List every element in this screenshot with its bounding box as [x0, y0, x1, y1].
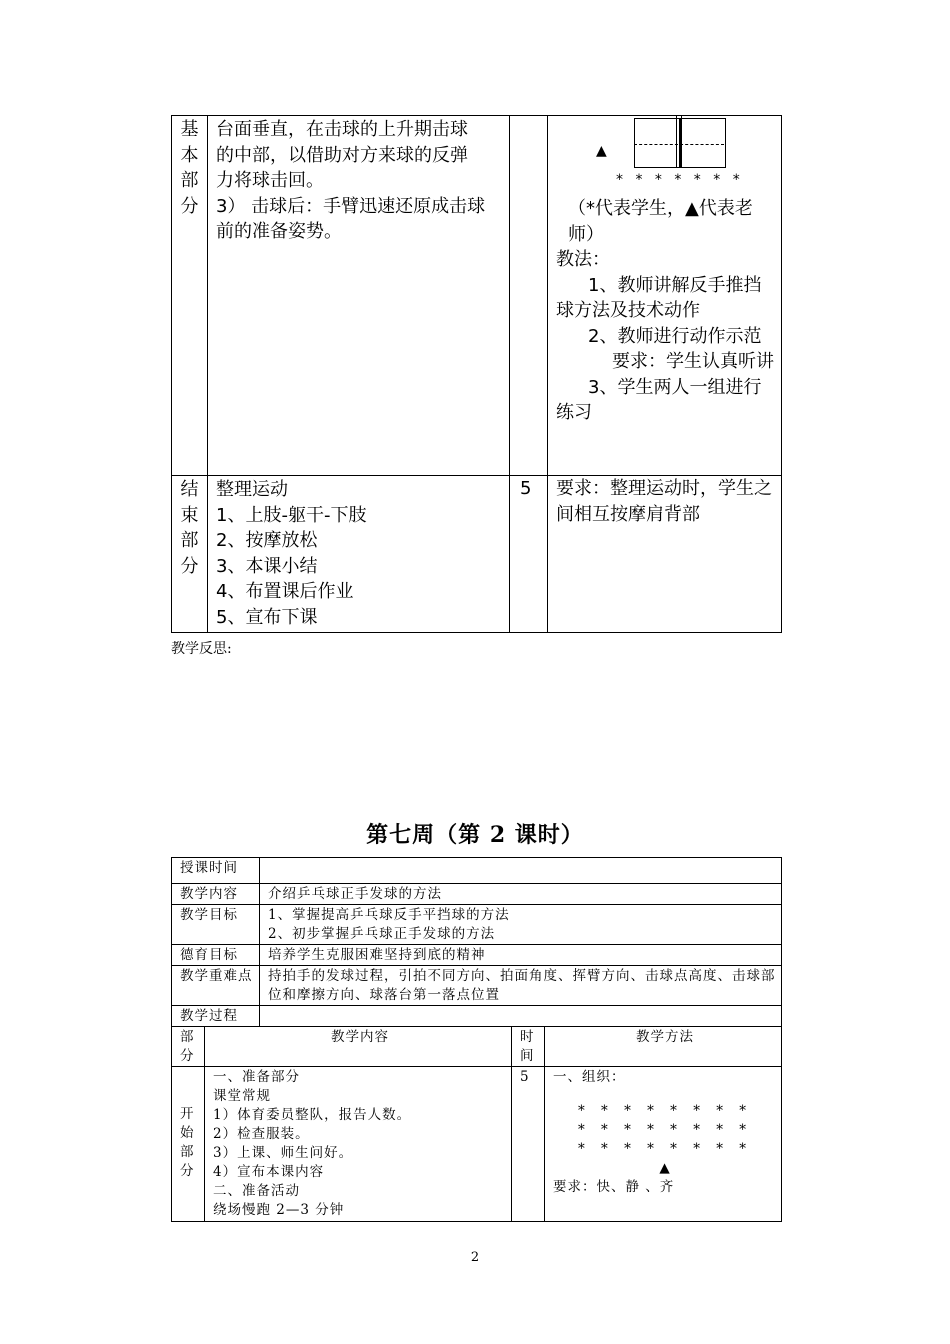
table-row: [172, 1027, 782, 1067]
header-part: 部分: [172, 1027, 205, 1067]
content-line: 前的准备姿势。: [216, 221, 342, 242]
teacher-triangle-icon: ▲: [596, 143, 607, 159]
lesson-plan-table-continued: [171, 115, 782, 633]
method-item: 1、教师讲解反手推挡球方法及技术动作: [556, 274, 762, 321]
teacher-triangle-icon: ▲: [659, 1160, 671, 1176]
content-line: 3） 击球后：手臂迅速还原成击球: [216, 195, 486, 217]
content-value: 介绍乒乓球正手发球的方法: [260, 884, 782, 905]
table-row: [172, 858, 782, 884]
net-line: [681, 116, 682, 168]
goal-label: 教学目标: [172, 905, 260, 945]
content-line: 4）宣布本课内容: [213, 1164, 325, 1180]
start-content-cell: [205, 1067, 512, 1222]
reflection-label: 教学反思:: [171, 641, 232, 657]
table-row: [172, 116, 782, 476]
page-number: 2: [470, 1250, 480, 1265]
requirement-text: 要求：快、静 、齐: [553, 1179, 675, 1195]
key-value: 持拍手的发球过程，引拍不同方向、拍面角度、挥臂方向、击球点高度、击球部位和摩擦方向、球落台第一落点位置: [260, 966, 782, 1006]
moral-label: 德育目标: [172, 945, 260, 966]
student-formation-row: * * * * * * * *: [577, 1122, 753, 1138]
header-content: 教学内容: [205, 1027, 512, 1067]
table-half-right: [680, 118, 726, 168]
method-requirement: 要求：学生认真听讲: [612, 351, 774, 372]
content-line: 2）检查服装。: [213, 1126, 310, 1142]
process-value: [260, 1006, 782, 1027]
student-formation-row: * * * * * * * *: [577, 1141, 753, 1157]
method-title: 教法：: [556, 249, 610, 270]
ending-content-cell: [208, 476, 510, 633]
student-stars: * * * * * * *: [616, 172, 744, 188]
table-row: [172, 966, 782, 1006]
basic-method-cell: [548, 116, 782, 476]
lesson-title: 第七周（第 2 课时）: [366, 822, 584, 848]
content-line: 1、上肢-躯干-下肢: [216, 504, 367, 526]
goal-line: 1、掌握提高乒乓球反手平挡球的方法: [268, 907, 510, 923]
section-label-start: 开 始 部 分: [172, 1067, 205, 1222]
table-row: [172, 905, 782, 945]
method-item: 2、教师进行动作示范: [588, 325, 762, 347]
goal-value: [260, 905, 782, 945]
table-half-left: [634, 118, 680, 168]
content-line: 3、本课小结: [216, 555, 318, 577]
basic-time-cell: [510, 116, 548, 476]
table-row: [172, 1067, 782, 1222]
ending-time-cell: 5: [510, 476, 548, 633]
time-value: [260, 858, 782, 884]
student-formation-row: * * * * * * * *: [577, 1103, 753, 1119]
content-line: 5、宣布下课: [216, 606, 318, 628]
section-label-basic: 基 本 部 分: [172, 116, 208, 476]
content-line: 二、准备活动: [213, 1183, 300, 1199]
content-line: 课堂常规: [213, 1088, 271, 1104]
content-line: 整理运动: [216, 479, 288, 500]
start-method-cell: [545, 1067, 782, 1222]
content-line: 2、按摩放松: [216, 530, 318, 551]
center-line: [634, 144, 724, 145]
net-line: [676, 116, 677, 168]
content-line: 1）体育委员整队，报告人数。: [213, 1107, 412, 1123]
process-label: 教学过程: [172, 1006, 260, 1027]
table-tennis-court-diagram: [556, 116, 775, 196]
content-line: 4、布置课后作业: [216, 581, 354, 602]
header-method: 教学方法: [545, 1027, 782, 1067]
content-line: 3）上课、师生问好。: [213, 1145, 354, 1161]
key-label: 教学重难点: [172, 966, 260, 1006]
moral-value: 培养学生克服困难坚持到底的精神: [260, 945, 782, 966]
table-row: [172, 945, 782, 966]
lesson-plan-table: [171, 857, 782, 1222]
section-label-ending: 结 束 部 分: [172, 476, 208, 633]
content-line: 一、准备部分: [213, 1069, 300, 1085]
table-row: [172, 476, 782, 633]
content-line: 绕场慢跑 2—3 分钟: [213, 1202, 345, 1218]
goal-line: 2、初步掌握乒乓球正手发球的方法: [268, 926, 496, 942]
time-label: 授课时间: [172, 858, 260, 884]
content-line: 台面垂直，在击球的上升期击球: [216, 119, 468, 140]
org-label: 一、组织：: [553, 1069, 626, 1085]
basic-content-cell: [208, 116, 510, 476]
content-line: 力将球击回。: [216, 170, 324, 191]
legend-text: （*代表学生，▲代表老师）: [568, 198, 753, 245]
table-row: [172, 884, 782, 905]
method-item: 3、学生两人一组进行练习: [556, 376, 762, 423]
ending-method-cell: 要求：整理运动时，学生之间相互按摩肩背部: [548, 476, 782, 633]
content-line: 的中部，以借助对方来球的反弹: [216, 144, 468, 166]
start-time-cell: 5: [512, 1067, 545, 1222]
content-label: 教学内容: [172, 884, 260, 905]
header-time: 时间: [512, 1027, 545, 1067]
table-row: [172, 1006, 782, 1027]
